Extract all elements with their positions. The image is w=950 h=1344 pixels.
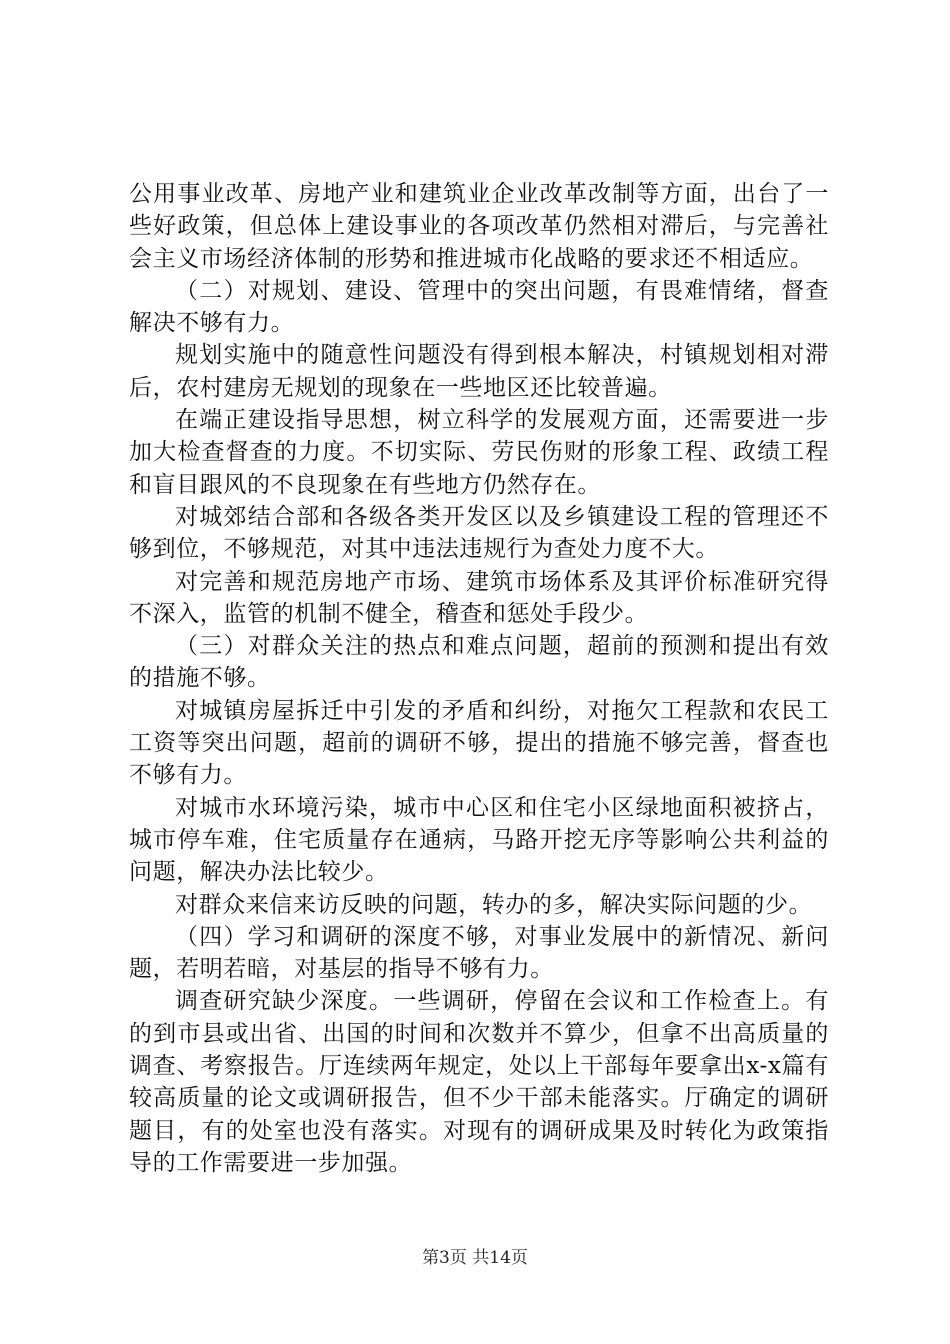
page-number-footer: 第3页 共14页 [422, 1248, 528, 1268]
paragraph: 在端正建设指导思想，树立科学的发展观方面，还需要进一步加大检查督查的力度。不切实际、劳民伤财的形象工程、政绩工程和盲目跟风的不良现象在有些地方仍然存在。 [129, 407, 829, 498]
paragraph: 对群众来信来访反映的问题，转办的多，解决实际问题的少。 [175, 891, 813, 918]
paragraph-continuation: 公用事业改革、房地产业和建筑业企业改革改制等方面，出台了一些好政策，但总体上建设事业的各项改革仍然相对滞后，与完善社会主义市场经济体制的形势和推进城市化战略的要求还不相适应。 [129, 181, 829, 272]
paragraph: 对城镇房屋拆迁中引发的矛盾和纠纷，对拖欠工程款和农民工工资等突出问题，超前的调研不够，提出的措施不够完善，督查也不够有力。 [129, 697, 829, 789]
paragraph: 对城郊结合部和各级各类开发区以及乡镇建设工程的管理还不够到位，不够规范，对其中违法违规行为查处力度不大。 [129, 503, 829, 563]
paragraph: 对完善和规范房地产市场、建筑市场体系及其评价标准研究得不深入，监管的机制不健全，稽查和惩处手段少。 [129, 568, 829, 627]
paragraph: 规划实施中的随意性问题没有得到根本解决，村镇规划相对滞后，农村建房无规划的现象在一些地区还比较普遍。 [129, 342, 829, 401]
document-body [129, 178, 829, 1179]
paragraph: 调查研究缺少深度。一些调研，停留在会议和工作检查上。有的到市县或出省、出国的时间和次数并不算少，但拿不出高质量的调查、考察报告。厅连续两年规定，处以上干部每年要拿出x-x篇有较高质量的论文或调研报告，但不少干部未能落实。厅确定的调研题目，有的处室也没有落实。对现有的调研成果及时转化为政策指导的工作需要进一步加强。 [129, 988, 829, 1176]
section-heading-2: （二）对规划、建设、管理中的突出问题，有畏难情绪，督查解决不够有力。 [129, 277, 829, 337]
section-heading-3: （三）对群众关注的热点和难点问题，超前的预测和提出有效的措施不够。 [129, 633, 829, 692]
section-heading-4: （四）学习和调研的深度不够，对事业发展中的新情况、新问题，若明若暗，对基层的指导不够有力。 [129, 923, 829, 983]
paragraph: 对城市水环境污染，城市中心区和住宅小区绿地面积被挤占，城市停车难，住宅质量存在通病，马路开挖无序等影响公共利益的问题，解决办法比较少。 [129, 794, 829, 886]
